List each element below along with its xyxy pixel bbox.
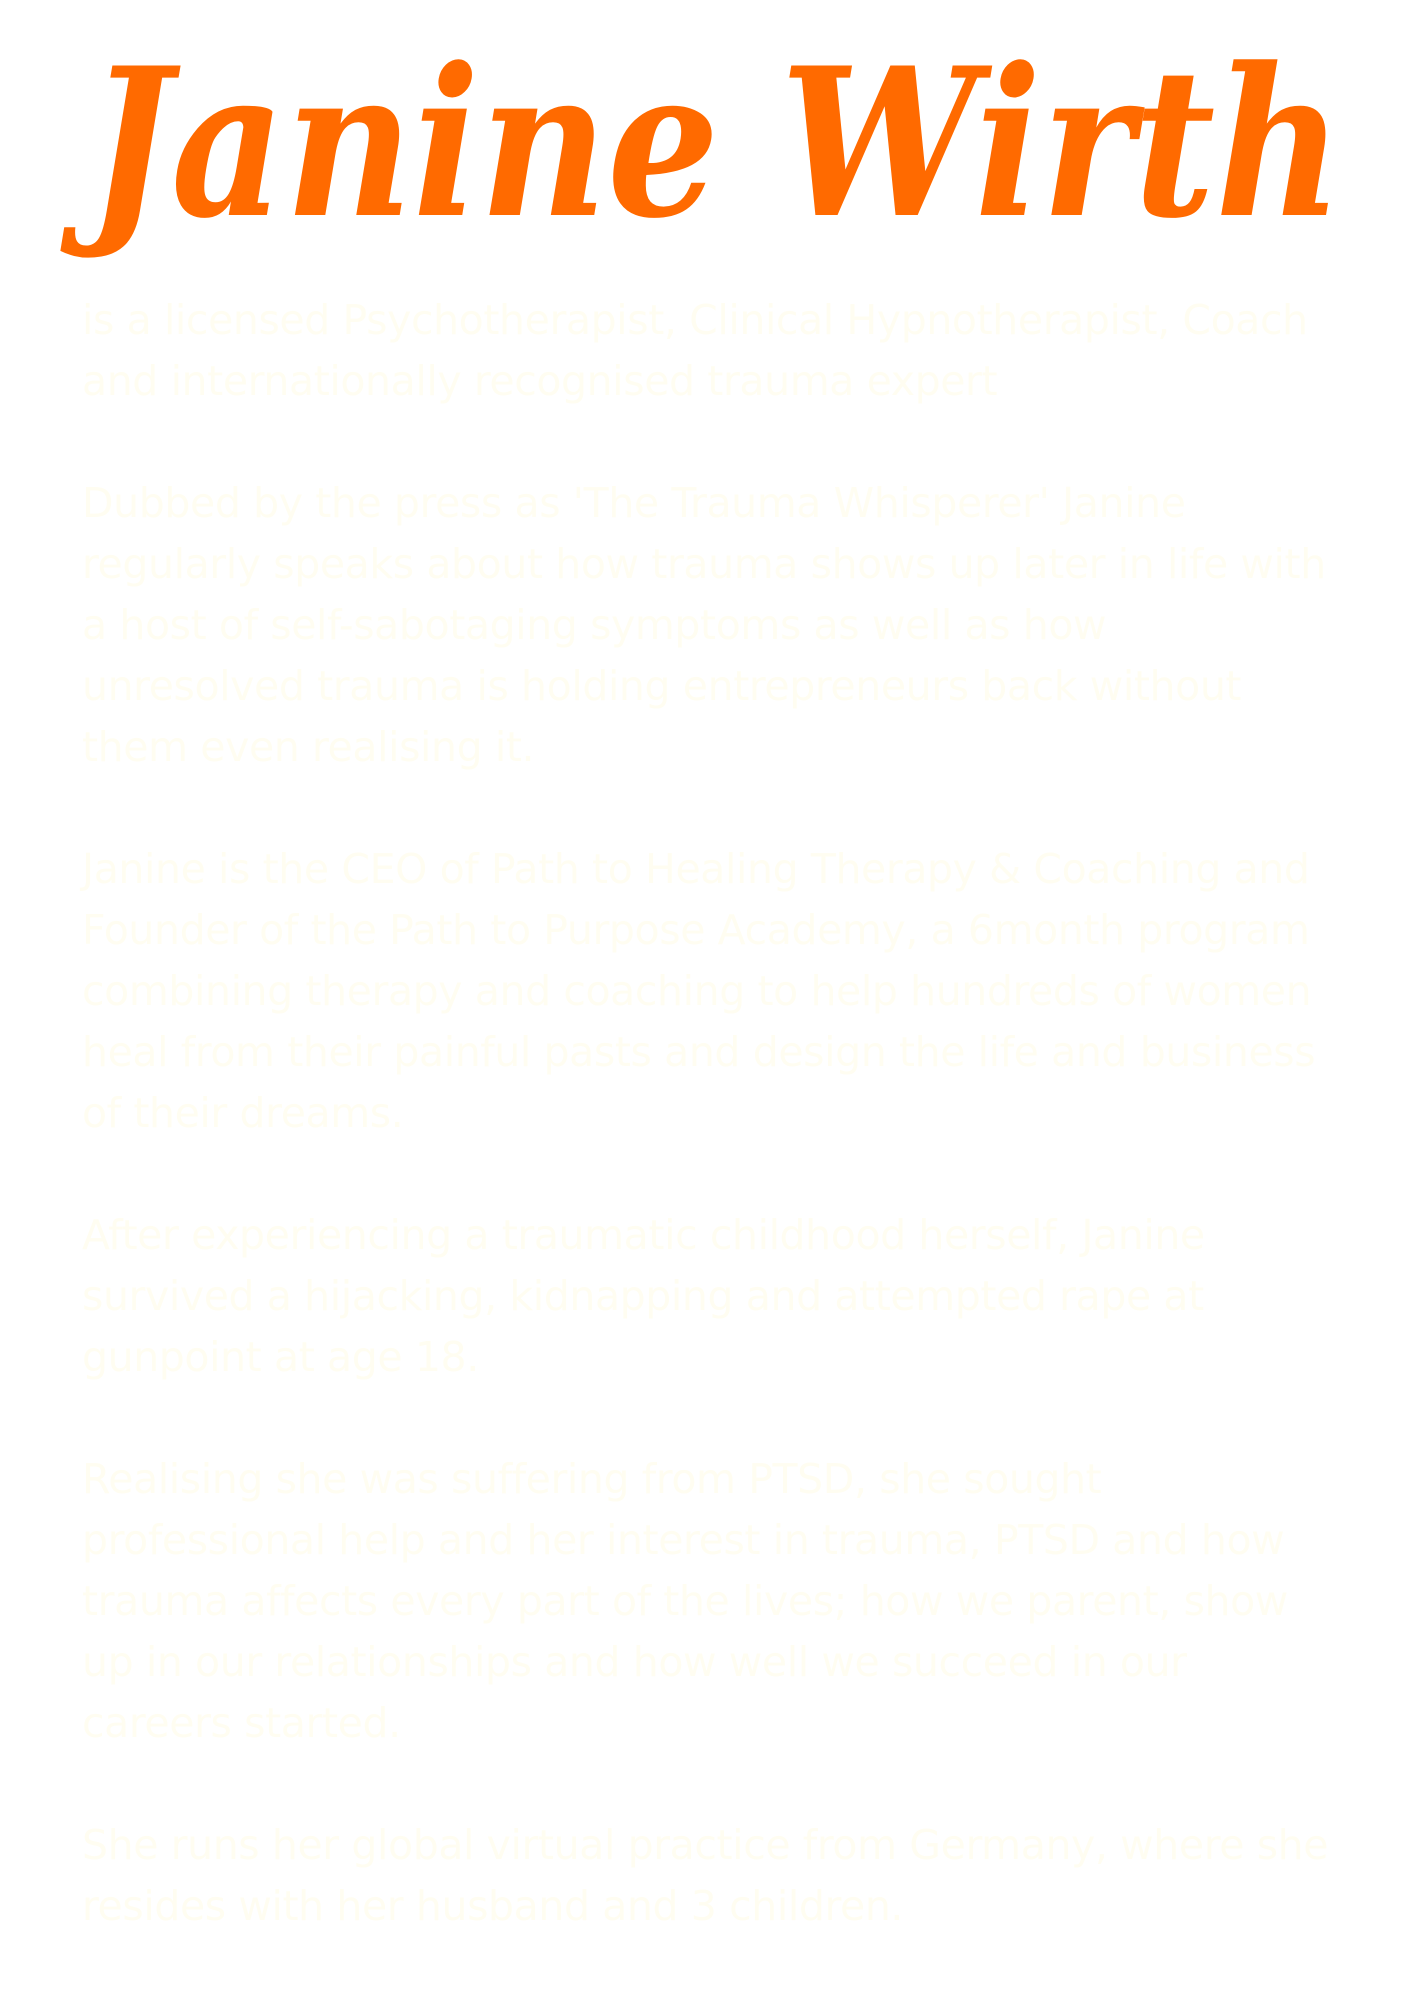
bio-paragraph-residence: She runs her global virtual practice from Germany, where she resides with her husband and 3 children. [82, 1821, 1329, 1930]
bio-paragraph-ptsd: Realising she was suffering from PTSD, she sought professional help and her interest in trauma, PTSD and how trauma affects every part of the lives; how we parent, show up in our relationships and how well we succeed in our careers started. [82, 1455, 1288, 1747]
bio-text [82, 290, 1332, 1998]
bio-paragraph-ceo: Janine is the CEO of Path to Healing Therapy & Coaching and Founder of the Path to Purpose Academy, a 6month program combining therapy and coaching to help hundreds of women heal from their painful pasts and design the life and business of their dreams. [82, 845, 1316, 1137]
bio-paragraph-credentials: is a licensed Psychotherapist, Clinical Hypnotherapist, Coach and internationally recognised trauma expert [82, 296, 1308, 405]
bio-paragraph-trauma-whisperer: Dubbed by the press as 'The Trauma Whisperer' Janine regularly speaks about how trauma shows up later in life with a host of self-sabotaging symptoms as well as how unresolved trauma is holding entrepreneurs back without them even realising it. [82, 479, 1326, 771]
bio-paragraph-childhood: After experiencing a traumatic childhood herself, Janine survived a hijacking, kidnapping and attempted rape at gunpoint at age 18. [82, 1211, 1205, 1381]
name-title-text: Janine Wirth [59, 24, 1343, 264]
name-title-graphic [59, 10, 1348, 280]
name-title [59, 10, 1348, 280]
